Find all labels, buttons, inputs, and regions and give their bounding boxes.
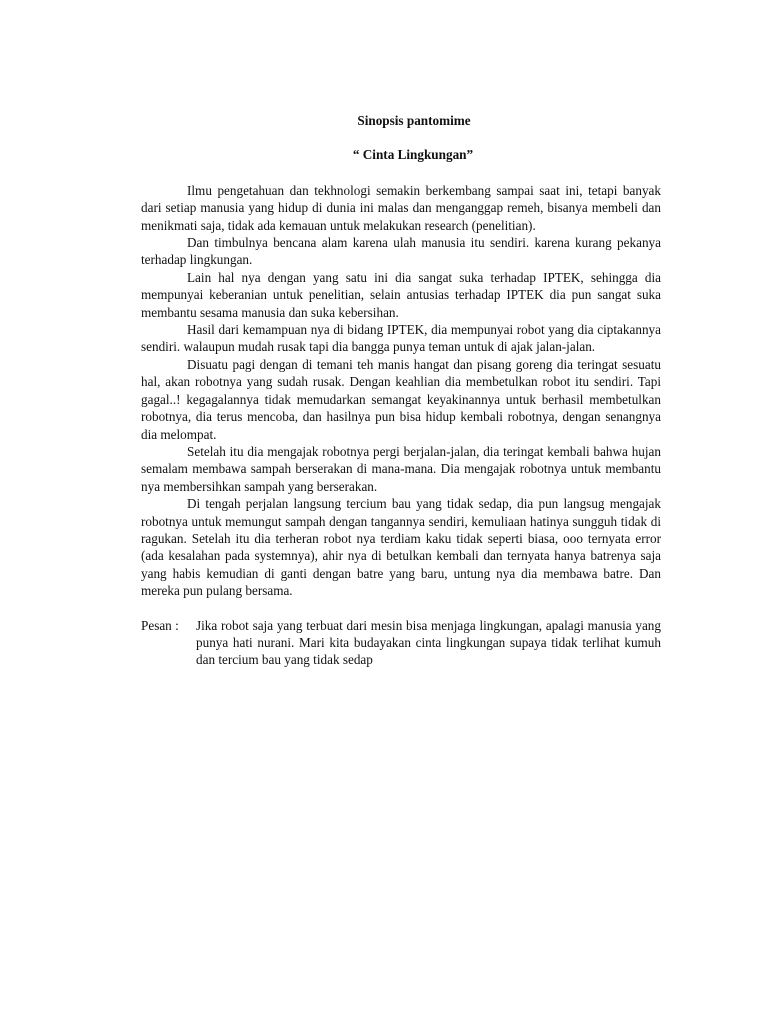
paragraph: Dan timbulnya bencana alam karena ulah manusia itu sendiri. karena kurang pekanya terhadap lingkungan.	[141, 235, 661, 268]
message-text: Jika robot saja yang terbuat dari mesin bisa menjaga lingkungan, apalagi manusia yang punya hati nurani. Mari kita budayakan cinta lingkungan supaya tidak terlihat kumuh dan tercium bau yang tidak sedap	[196, 617, 661, 668]
paragraph: Hasil dari kemampuan nya di bidang IPTEK, dia mempunyai robot yang dia ciptakannya sendiri. walaupun mudah rusak tapi dia bangga punya teman untuk di ajak jalan-jalan.	[141, 322, 661, 355]
document-title: Sinopsis pantomime	[357, 113, 471, 128]
document-page	[141, 112, 661, 669]
paragraph: Di tengah perjalan langsung tercium bau yang tidak sedap, dia pun langsug mengajak robotnya untuk memungut sampah dengan tangannya sendiri, kemuliaan hatinya sungguh tidak di ragukan. Setelah itu dia terheran robot nya terdiam kaku tidak seperti biasa, ooo ternyata error (ada kesalahan pada systemnya), ahir nya di betulkan kembali dan ternyata hanya batrenya saja yang habis kemudian di ganti dengan batre yang baru, untung nya dia membawa batre. Dan mereka pun pulang bersama.	[141, 496, 661, 599]
paragraph: Ilmu pengetahuan dan tekhnologi semakin berkembang sampai saat ini, tetapi banyak dari setiap manusia yang hidup di dunia ini malas dan menganggap remeh, bisanya membeli dan menikmati saja, tidak ada kemauan untuk melakukan research (penelitian).	[141, 182, 661, 233]
document-subtitle: “ Cinta Lingkungan”	[352, 147, 474, 163]
paragraph: Lain hal nya dengan yang satu ini dia sangat suka terhadap IPTEK, sehingga dia mempunyai keberanian untuk penelitian, selain antusias terhadap IPTEK dia pun sangat suka membantu sesama manusia dan suka kebersihan.	[141, 269, 661, 320]
message-block	[141, 617, 661, 669]
paragraph: Disuatu pagi dengan di temani teh manis hangat dan pisang goreng dia teringat sesuatu hal, akan robotnya yang sudah rusak. Dengan keahlian dia membetulkan robot itu sendiri. Tapi gagal..! kegagalannya tidak memudarkan semangat keyakinannya untuk berhasil membetulkan robotnya, dia terus mencoba, dan hasilnya pun bisa hidup kembali robotnya, dengan senangnya dia melompat.	[141, 356, 661, 442]
paragraph: Setelah itu dia mengajak robotnya pergi berjalan-jalan, dia teringat kembali bahwa hujan semalam membawa sampah berserakan di mana-mana. Dia mengajak robotnya untuk membantu nya membersihkan sampah yang berserakan.	[141, 443, 661, 494]
message-label: Pesan :	[141, 617, 179, 633]
